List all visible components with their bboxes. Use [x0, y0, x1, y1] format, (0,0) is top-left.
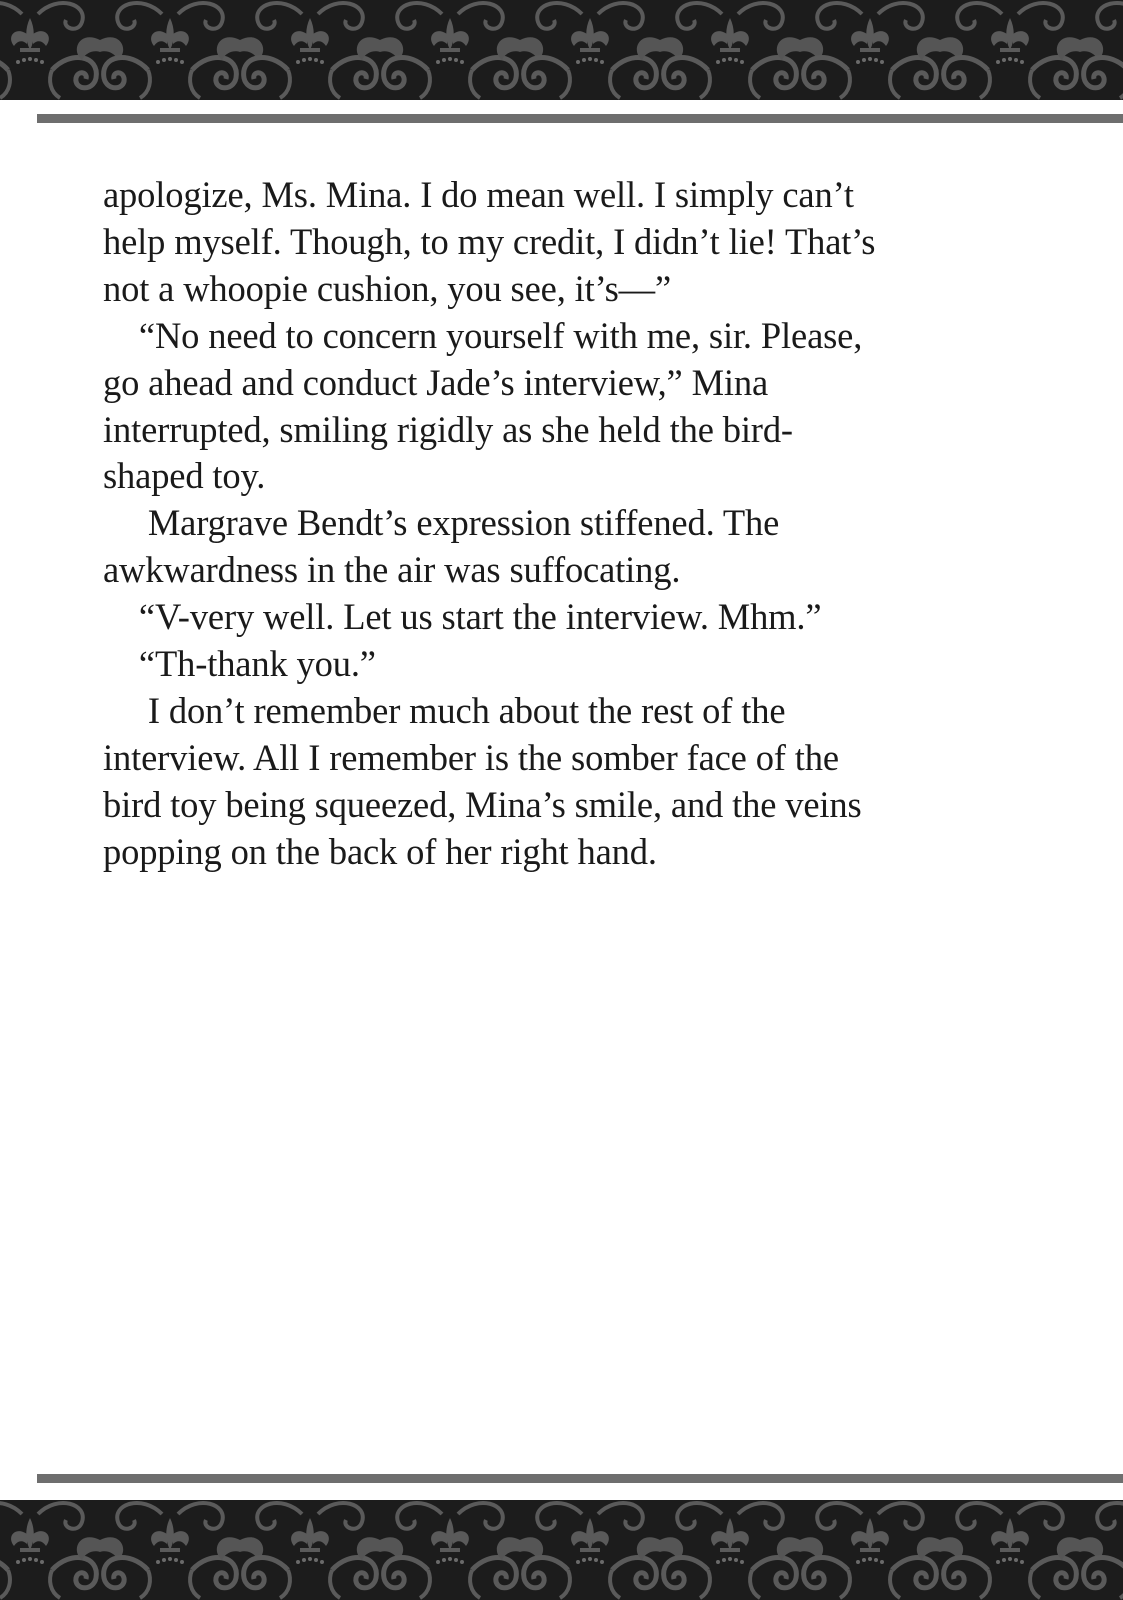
text-line: “Th-thank you.” — [103, 643, 376, 685]
text-line: I don’t remember much about the rest of the — [103, 689, 786, 731]
text-line: go ahead and conduct Jade’s interview,” Mina — [103, 361, 769, 403]
bottom-divider-rule — [37, 1474, 1123, 1483]
text-line: “V-very well. Let us start the interview. Mhm.” — [103, 596, 822, 638]
text-line: shaped toy. — [103, 455, 266, 497]
text-line: interview. All I remember is the somber face of the — [103, 736, 839, 778]
top-divider-rule — [37, 114, 1123, 123]
text-line: Margrave Bendt’s expression stiffened. The — [103, 502, 780, 544]
damask-pattern-icon — [0, 1500, 1123, 1600]
text-line: bird toy being squeezed, Mina’s smile, and the veins — [103, 783, 862, 825]
text-line: apologize, Ms. Mina. I do mean well. I simply can’t — [103, 174, 854, 215]
text-line: help myself. Though, to my credit, I didn’t lie! That’s — [103, 220, 876, 262]
text-line: popping on the back of her right hand. — [103, 830, 657, 872]
page-body-text — [103, 172, 983, 876]
text-line: interrupted, smiling rigidly as she held the bird- — [103, 408, 793, 450]
text-line: not a whoopie cushion, you see, it’s—” — [103, 267, 672, 309]
top-ornamental-band — [0, 0, 1123, 100]
text-line: awkwardness in the air was suffocating. — [103, 549, 681, 591]
damask-pattern-icon — [0, 0, 1123, 100]
text-line: “No need to concern yourself with me, sir. Please, — [103, 314, 863, 356]
bottom-ornamental-band — [0, 1500, 1123, 1600]
